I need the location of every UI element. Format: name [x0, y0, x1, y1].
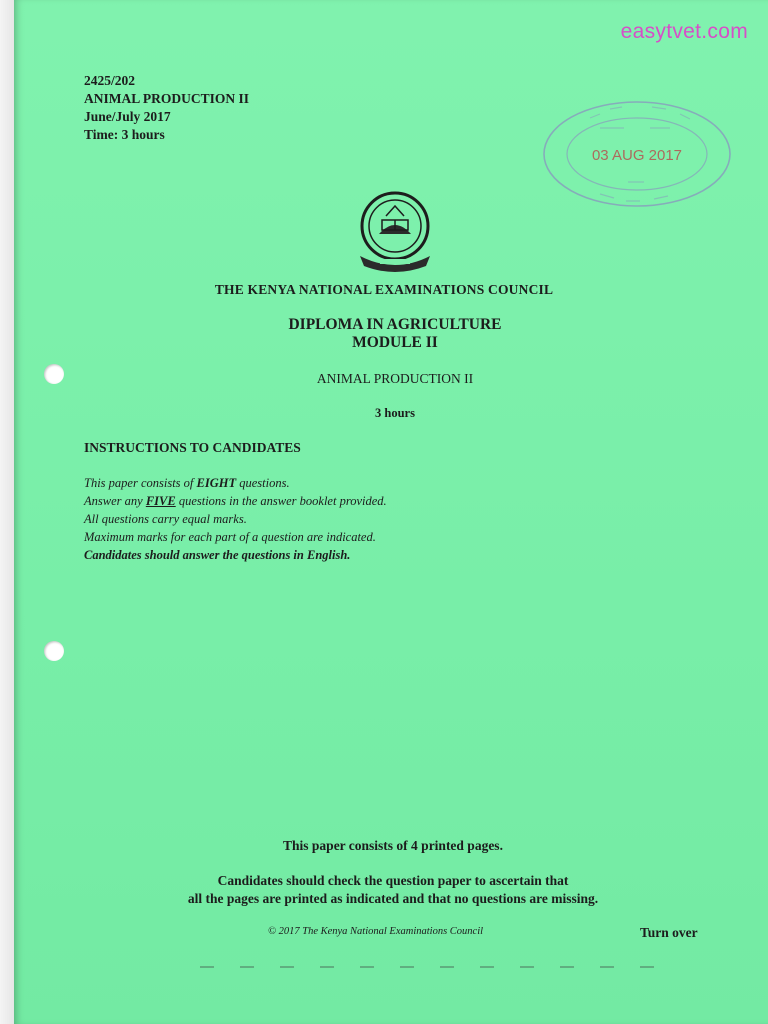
- exam-time: Time: 3 hours: [84, 127, 165, 142]
- paper-title: ANIMAL PRODUCTION II: [84, 91, 250, 106]
- council-name: THE KENYA NATIONAL EXAMINATIONS COUNCIL: [214, 282, 554, 297]
- instruction-line: Answer any FIVE questions in the answer booklet provided.: [84, 494, 387, 508]
- scan-margin: [0, 0, 14, 1024]
- course-title: [0, 316, 768, 352]
- instructions-list: [84, 474, 387, 564]
- exam-session: June/July 2017: [84, 109, 171, 124]
- instruction-line: Maximum marks for each part of a question are indicated.: [84, 530, 376, 544]
- paper-header: [84, 72, 249, 144]
- library-stamp: [540, 98, 734, 210]
- instructions-heading: INSTRUCTIONS TO CANDIDATES: [84, 440, 301, 455]
- copyright-notice: © 2017 The Kenya National Examinations Council: [268, 926, 484, 937]
- paper-code: 2425/202: [84, 73, 136, 88]
- instruction-line: All questions carry equal marks.: [84, 512, 247, 526]
- turn-over-label: Turn over: [640, 925, 698, 940]
- instruction-line: This paper consists of EIGHT questions.: [84, 476, 290, 490]
- punch-hole: [44, 364, 64, 384]
- page-count-note: This paper consists of 4 printed pages.: [283, 838, 503, 853]
- module-name: MODULE II: [352, 334, 438, 351]
- diploma-name: DIPLOMA IN AGRICULTURE: [288, 316, 502, 333]
- scan-artifact: [200, 966, 660, 968]
- watermark: easytvet.com: [620, 20, 748, 43]
- punch-hole: [44, 641, 64, 661]
- check-pages-note: Candidates should check the question paper to ascertain that all the pages are printed as indicated and that no questions are missing.: [187, 873, 599, 906]
- instruction-line: Candidates should answer the questions in English.: [84, 548, 351, 562]
- subject-name: ANIMAL PRODUCTION II: [316, 371, 474, 386]
- exam-duration: 3 hours: [375, 406, 415, 420]
- knec-emblem-logo: [352, 186, 438, 274]
- stamp-date: 03 AUG 2017: [591, 147, 683, 164]
